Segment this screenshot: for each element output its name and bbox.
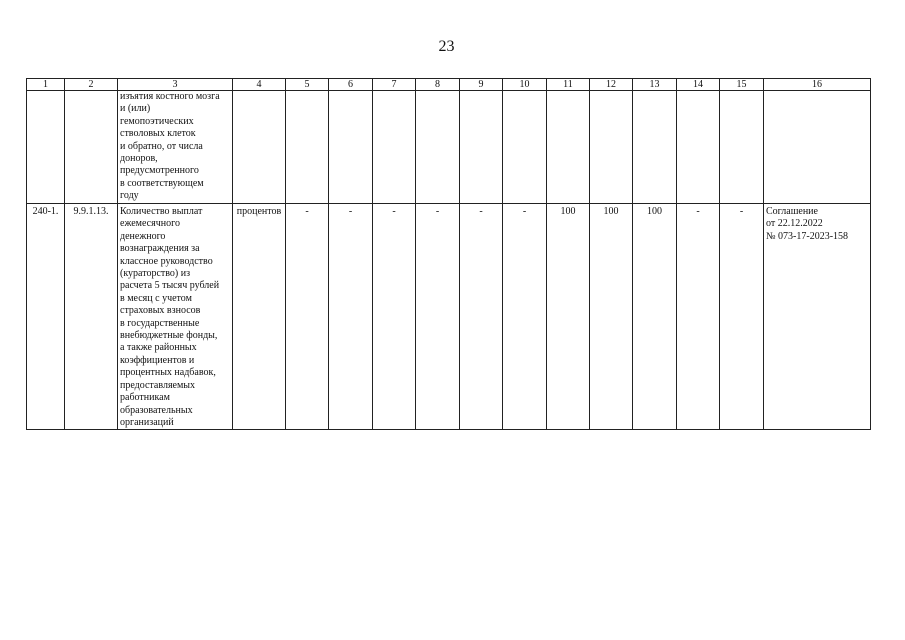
cell-agreement: Соглашение от 22.12.2022 № 073-17-2023-158 <box>764 204 871 430</box>
cell-code: 9.9.1.13. <box>65 204 118 430</box>
cell-description: Количество выплат ежемесячного денежного вознаграждения за классное руководство (кураторство) из расчета 5 тысяч рублей в месяц с учетом страховых взносов в государственные внебюджетные фонды, а также районных коэффициентов и процентных надбавок, предоставляемых работникам образовательных организаций <box>118 204 233 430</box>
cell-number: 240-1. <box>27 204 65 430</box>
header-cell: 2 <box>65 79 118 91</box>
table-row <box>27 204 871 430</box>
cell-value: 100 <box>547 204 590 430</box>
header-cell: 7 <box>373 79 416 91</box>
header-cell: 8 <box>416 79 460 91</box>
cell-value <box>720 91 764 204</box>
cell-value <box>416 91 460 204</box>
header-cell: 6 <box>329 79 373 91</box>
cell-value <box>373 91 416 204</box>
cell-value: - <box>677 204 720 430</box>
cell-value <box>503 91 547 204</box>
cell-value: - <box>329 204 373 430</box>
cell-description: изъятия костного мозга и (или) гемопоэтических стволовых клеток и обратно, от числа доноров, предусмотренного в соответствующем году <box>118 91 233 204</box>
header-cell: 12 <box>590 79 633 91</box>
header-cell: 13 <box>633 79 677 91</box>
cell-value <box>677 91 720 204</box>
cell-number <box>27 91 65 204</box>
header-row <box>27 79 871 91</box>
page-number: 23 <box>438 38 455 55</box>
cell-value <box>286 91 329 204</box>
cell-value <box>590 91 633 204</box>
header-cell: 1 <box>27 79 65 91</box>
table-row-continuation <box>27 91 871 204</box>
cell-value: - <box>373 204 416 430</box>
header-cell: 15 <box>720 79 764 91</box>
header-cell: 5 <box>286 79 329 91</box>
cell-agreement <box>764 91 871 204</box>
cell-value: - <box>503 204 547 430</box>
cell-value: - <box>460 204 503 430</box>
header-cell: 4 <box>233 79 286 91</box>
header-cell: 10 <box>503 79 547 91</box>
cell-value <box>460 91 503 204</box>
cell-value <box>329 91 373 204</box>
header-cell: 14 <box>677 79 720 91</box>
indicators-table <box>26 78 871 430</box>
header-cell: 16 <box>764 79 871 91</box>
cell-unit: процентов <box>233 204 286 430</box>
cell-value: 100 <box>590 204 633 430</box>
cell-value <box>547 91 590 204</box>
cell-value <box>633 91 677 204</box>
cell-unit <box>233 91 286 204</box>
cell-value: - <box>286 204 329 430</box>
cell-value: - <box>720 204 764 430</box>
header-cell: 11 <box>547 79 590 91</box>
cell-code <box>65 91 118 204</box>
cell-value: 100 <box>633 204 677 430</box>
cell-value: - <box>416 204 460 430</box>
header-cell: 3 <box>118 79 233 91</box>
header-cell: 9 <box>460 79 503 91</box>
